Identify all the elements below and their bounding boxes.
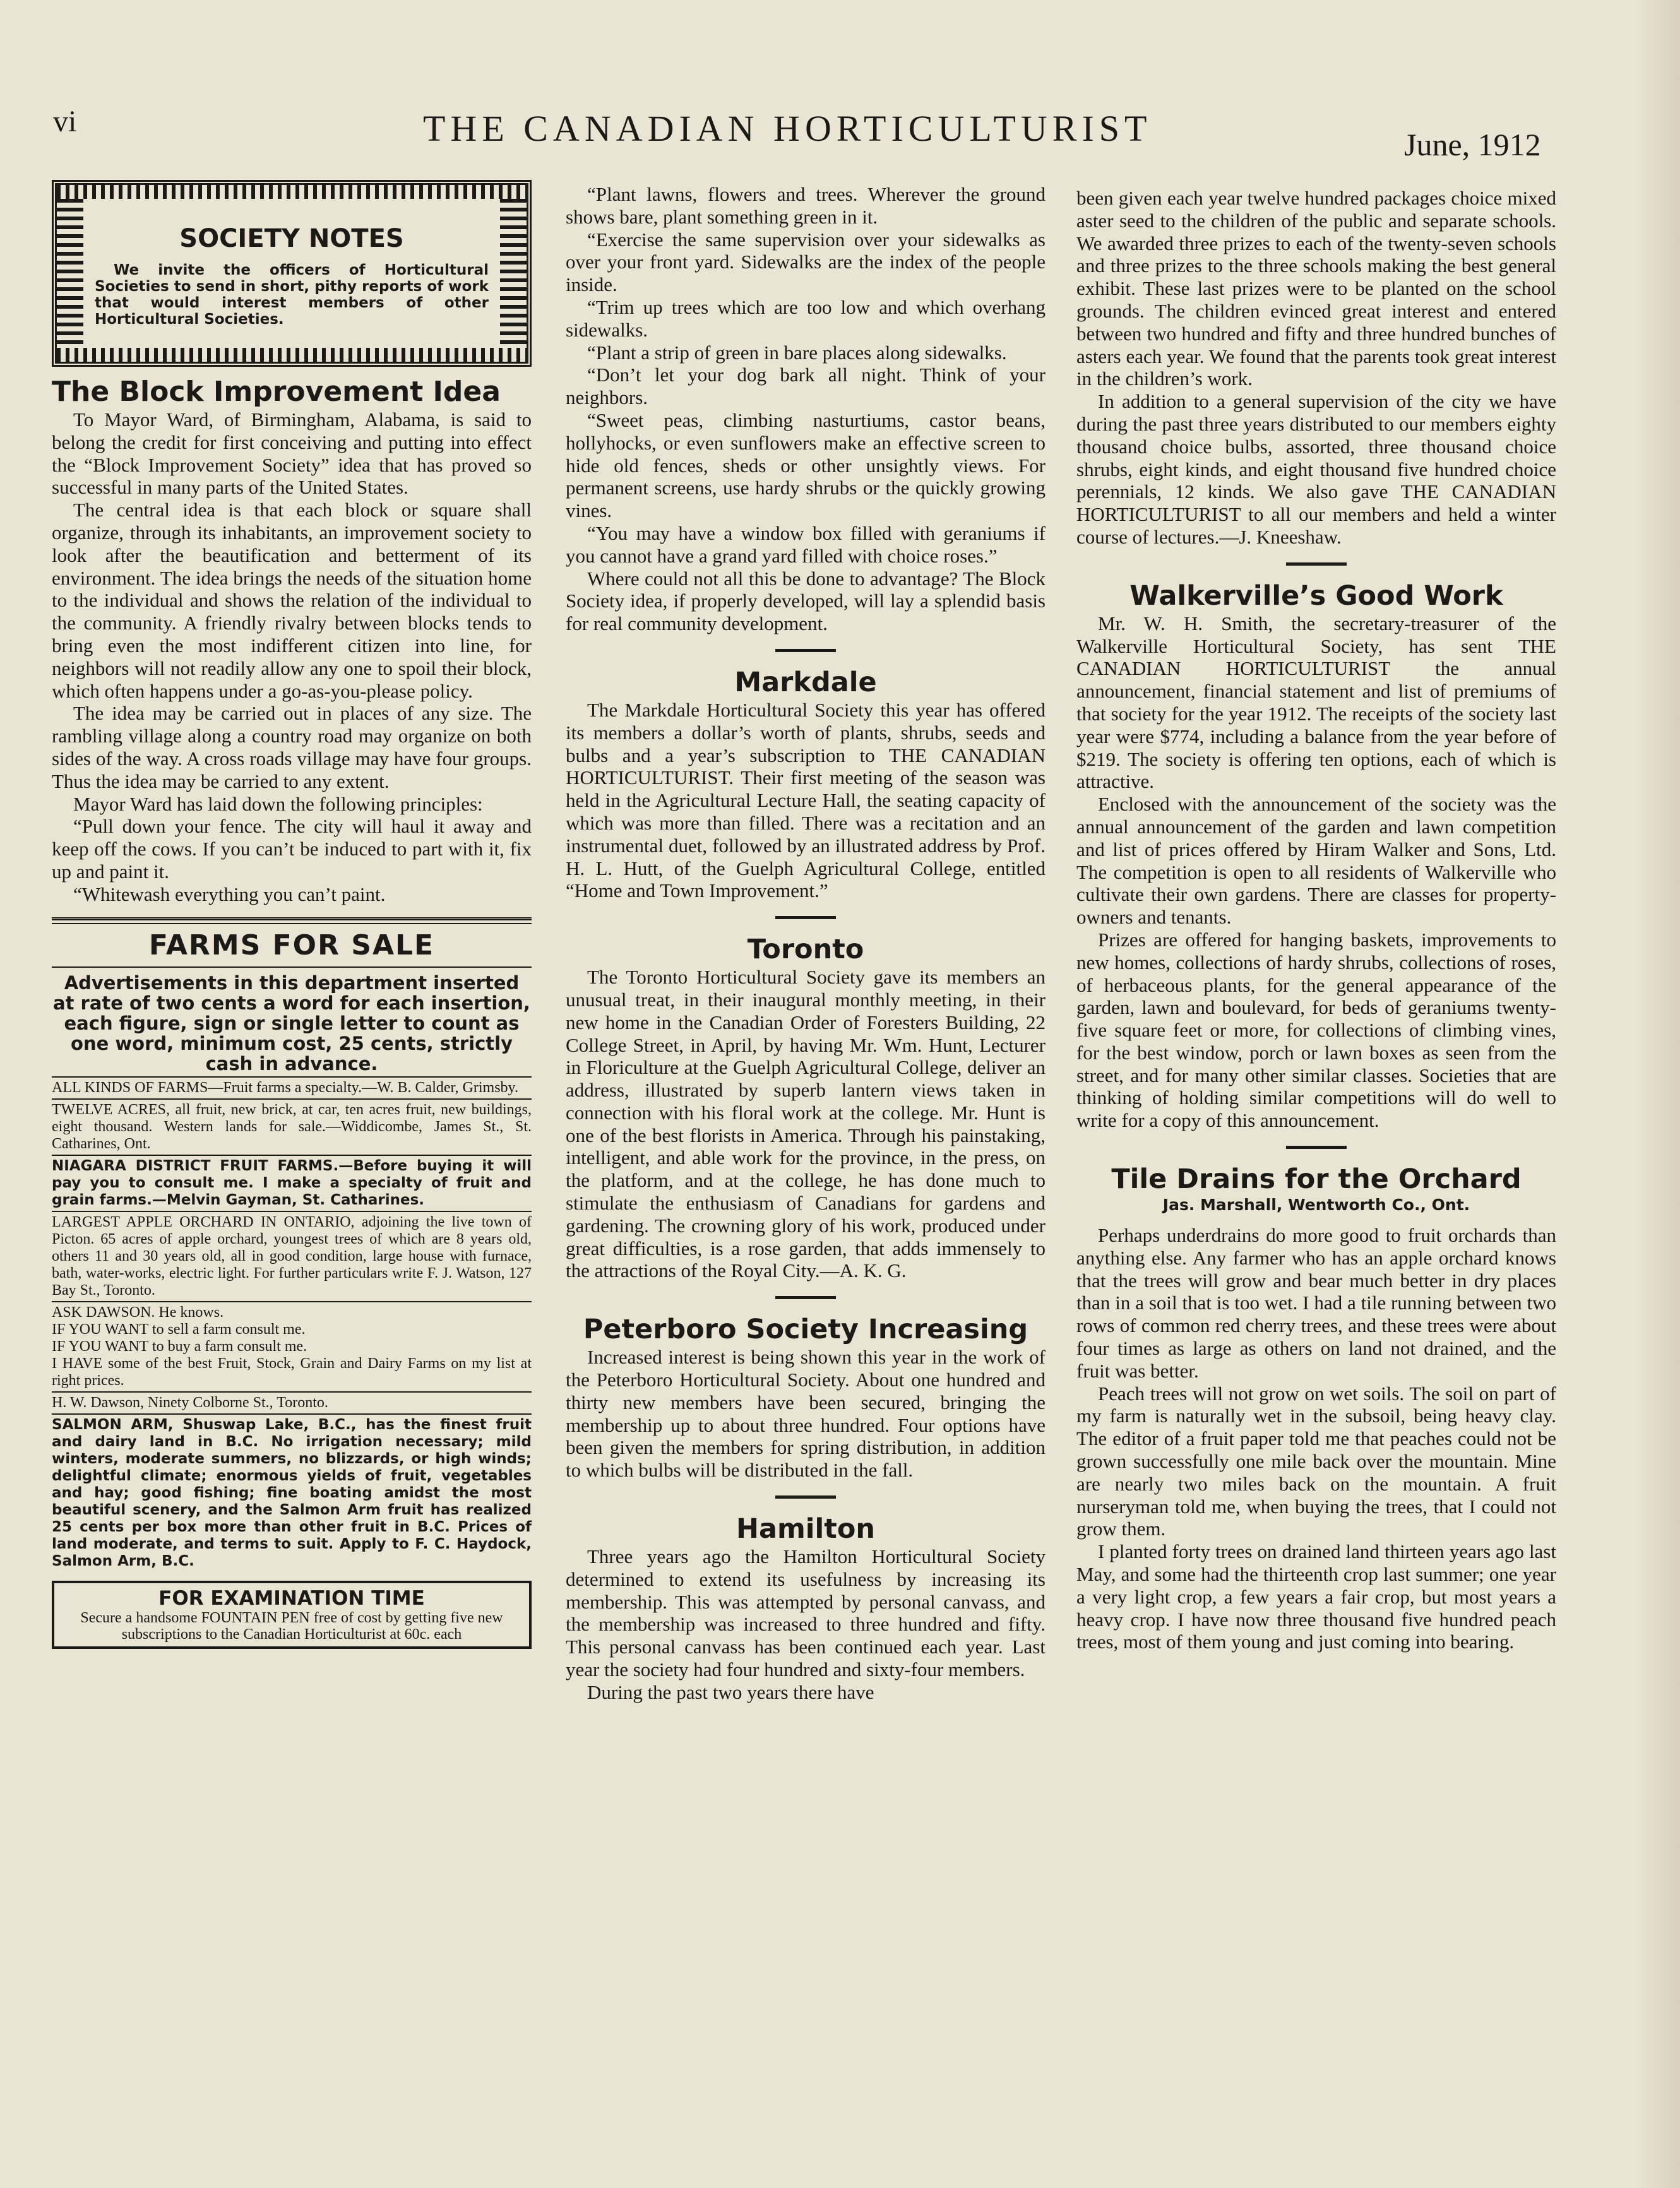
tile-drains-paragraph: I planted forty trees on drained land thirteen years ago last May, and some had the thirteenth crop last summer; one year a very light crop, a few years a fair crop, but most years a heavy crop. I have now three thousand five hundred peach trees, most of them young and just coming into bearing. [1076, 1540, 1556, 1653]
walkerville-title: Walkerville’s Good Work [1129, 580, 1503, 612]
column-2 [566, 183, 1046, 1704]
block-improvement-title: The Block Improvement Idea [52, 376, 501, 408]
society-notes-title: SOCIETY NOTES [179, 224, 404, 253]
masthead-title: THE CANADIAN HORTICULTURIST [423, 108, 1152, 149]
block-continued: “Don’t let your dog bark all night. Think of your neighbors. [566, 364, 1046, 409]
salmon-arm-ad: SALMON ARM, Shuswap Lake, B.C., has the finest fruit and dairy land in B.C. No irrigation necessary; mild winters, moderate summers, no blizzards, or high winds; delightful climate; enormous yields of fruit, vegetables and hay; good fishing; fine boating amidst the most beautiful scenery, and the Salmon Arm fruit has realized 25 cents per box more than other fruit in B.C. Prices of land moderate, and terms to suit. Apply to F. C. Haydock, Salmon Arm, B.C. [52, 1413, 532, 1572]
markdale-text: The Markdale Horticultural Society this year has offered its members a dollar’s worth of plants, shrubs, seeds and bulbs and a year’s subscription to THE CANADIAN HORTICULTURIST. Their first meeting of the season was held in the Agricultural Lecture Hall, the seating capacity of which was more than filled. There was a recitation and an instrumental duet, followed by an illustrated address by Prof. H. L. Hutt, of the Guelph Agricultural College, entitled “Home and Town Improvement.” [566, 698, 1046, 902]
society-notes-text: We invite the officers of Horticultural Societies to send in short, pithy reports of work that would interest members of other Horticultural Societies. [95, 262, 489, 328]
classified-ad: ALL KINDS OF FARMS—Fruit farms a specialty.—W. B. Calder, Grimsby. [52, 1076, 532, 1098]
column-3 [1076, 187, 1556, 1653]
section-divider [775, 1296, 836, 1299]
dawson-line: IF YOU WANT to sell a farm consult me. [52, 1321, 306, 1338]
markdale-title: Markdale [734, 666, 877, 698]
classified-ad: TWELVE ACRES, all fruit, new brick, at car, ten acres fruit, new buildings, eight thousand. Western lands for sale.—Widdicombe, James St., St. Catharines, Ont. [52, 1098, 532, 1155]
walkerville-paragraph: Prizes are offered for hanging baskets, improvements to new homes, collections of hardy shrubs, collections of roses, of herbaceous plants, for the general appearance of the garden, lawn and boulevard, for beds of geraniums twenty-five square feet or more, for collections of climbing vines, for the best window, porch or lawn boxes as seen from the street, and for many other similar classes. Societies that are thinking of holding similar competitions will do well to write for a copy of this announcement. [1076, 928, 1556, 1132]
block-paragraph: The central idea is that each block or square shall organize, through its inhabitants, an improvement society to look after the beautification and betterment of its environment. The idea brings the needs of the situation home to the individual and shows the relation of the individual to the community. A friendly rivalry between blocks tends to bring even the most indifferent citizen into line, for neighbors will not readily allow any one to spoil their block, which often happens under a go-as-you-please policy. [52, 499, 532, 702]
block-continued: “Plant lawns, flowers and trees. Wherever the ground shows bare, plant something green in it. [566, 183, 1046, 228]
block-paragraph: “Whitewash everything you can’t paint. [73, 883, 386, 905]
greek-key-border-left [57, 199, 83, 348]
block-paragraph: To Mayor Ward, of Birmingham, Alabama, is said to belong the credit for first conceiving and putting into effect the “Block Improvement Society” idea that has proved so successful in many parts of the United States. [52, 408, 532, 499]
classified-ad: LARGEST APPLE ORCHARD IN ONTARIO, adjoining the live town of Picton. 65 acres of apple orchard, youngest trees of which are 8 years old, others 11 and 30 years old, all in good condition, large house with furnace, bath, water-works, electric light. For further particulars write F. J. Watson, 127 Bay St., Toronto. [52, 1211, 532, 1301]
block-continued: “You may have a window box filled with geraniums if you cannot have a grand yard filled with choice roses.” [566, 521, 1046, 567]
greek-key-border-right [500, 199, 527, 348]
exam-box-text: Secure a handsome FOUNTAIN PEN free of cost by getting five new subscriptions to the Canadian Horticulturist at 60c. each [80, 1609, 503, 1643]
tile-drains-paragraph: Perhaps underdrains do more good to fruit orchards than anything else. Any farmer who has an apple orchard knows that the trees will grow and bear much better in dry places than in a soil that is too wet. I had a tile running between two rows of common red cherry trees, and these trees were about four times as large as others on land not drained, and the fruit was better. [1076, 1224, 1556, 1382]
section-divider [1286, 1146, 1347, 1149]
section-divider [775, 649, 836, 652]
hamilton-continued: been given each year twelve hundred packages choice mixed aster seed to the children of the public and separate schools. We awarded three prizes to each of the twenty-seven schools and three prizes to the three schools making the best general exhibit. These last prizes were to be planted on the school grounds. The children evinced great interest and entered between two hundred and fifty and three hundred bunches of asters each year. We found that the parents took great interest in the children’s work. [1076, 187, 1556, 390]
farms-intro: Advertisements in this department inserted at rate of two cents a word for each insertion, each figure, sign or single letter to count as one word, minimum cost, 25 cents, strictly cash in advance. [52, 966, 532, 1076]
peterboro-title: Peterboro Society Increasing [583, 1314, 1028, 1346]
block-continued: Where could not all this be done to advantage? The Block Society idea, if properly developed, will lay a splendid basis for real community development. [566, 567, 1046, 635]
block-paragraph: Mayor Ward has laid down the following principles: [73, 792, 483, 815]
block-continued: “Sweet peas, climbing nasturtiums, castor beans, hollyhocks, or even sunflowers make an effective screen to hide old fences, sheds or other unsightly views. For permanent screens, use hardy shrubs or the quickly growing vines. [566, 408, 1046, 522]
dawson-line: IF YOU WANT to buy a farm consult me. [52, 1338, 307, 1355]
fountain-pen-box [52, 1581, 532, 1649]
section-divider [775, 916, 836, 919]
tile-drains-byline: Jas. Marshall, Wentworth Co., Ont. [1162, 1196, 1470, 1215]
greek-key-border-bottom [57, 348, 527, 362]
dawson-line: I HAVE some of the best Fruit, Stock, Grain and Dairy Farms on my list at right prices. [52, 1355, 532, 1389]
issue-date: June, 1912 [1404, 127, 1541, 162]
tile-drains-paragraph: Peach trees will not grow on wet soils. The soil on part of my farm is naturally wet in the subsoil, being heavy clay. The editor of a fruit paper told me that peaches could not be grown successfully one mile back over the mountain. Mine are nearly two miles back on the mountain. A fruit nurseryman told me, when buying the trees, that I could not grow them. [1076, 1382, 1556, 1540]
hamilton-continued: In addition to a general supervision of the city we have during the past three years distributed to our members eighty thousand choice bulbs, assorted, three thousand choice shrubs, eight kinds, and eight thousand five hundred choice perennials, 12 kinds. We also gave THE CANADIAN HORTICULTURIST to all our members and held a winter course of lectures.—J. Kneeshaw. [1076, 390, 1556, 548]
farms-for-sale-title: FARMS FOR SALE [148, 929, 435, 961]
toronto-text: The Toronto Horticultural Society gave its members an unusual treat, in their inaugural monthly meeting, in their new home in the Canadian Order of Foresters Building, 22 College Street, in April, by having Mr. Wm. Hunt, Lecturer in Floriculture at the Guelph Agricultural College, deliver an address, illustrated by superb lantern views taken in connection with his floral work at the college. Mr. Hunt is one of the best florists in America. Through his painstaking, intelligent, and able work for the province, in the press, on the platform, and at the college, he has done much to stimulate the enthusiasm of Canadians for gardens and gardening. The crowning glory of his work, produced under great difficulties, is a rose garden, that adds immensely to the attractions of the Royal City.—A. K. G. [566, 966, 1046, 1282]
hamilton-paragraph: Three years ago the Hamilton Horticultural Society determined to extend its usefulness by increasing its membership. This was attempted by personal canvass, and the membership was increased to three hundred and fifty. This personal canvass has been continued each year. Last year the society had four hundred and sixty-four members. [566, 1545, 1046, 1681]
classified-ad: NIAGARA DISTRICT FRUIT FARMS.—Before buying it will pay you to consult me. I make a specialty of fruit and grain farms.—Melvin Gayman, St. Catharines. [52, 1155, 532, 1211]
society-notes-box [52, 180, 532, 367]
section-rule [52, 917, 532, 924]
section-divider [775, 1495, 836, 1499]
toronto-title: Toronto [747, 934, 864, 966]
exam-box-title: FOR EXAMINATION TIME [158, 1586, 425, 1610]
block-continued: “Trim up trees which are too low and which overhang sidewalks. [566, 295, 1046, 341]
section-divider [1286, 562, 1347, 566]
dawson-address: H. W. Dawson, Ninety Colborne St., Toronto. [52, 1391, 532, 1413]
page-number: vi [53, 105, 77, 138]
block-paragraph: “Pull down your fence. The city will haul it away and keep off the cows. If you can’t be induced to part with it, fix up and paint it. [52, 815, 532, 883]
page-edge-shadow [1636, 0, 1680, 2188]
column-1 [52, 180, 532, 1649]
hamilton-paragraph: During the past two years there have [587, 1680, 874, 1703]
walkerville-paragraph: Enclosed with the announcement of the society was the annual announcement of the garden and lawn competition and list of prices offered by Hiram Walker and Sons, Ltd. The competition is open to all residents of Walkerville who cultivate their own gardens. There are classes for property-owners and tenants. [1076, 793, 1556, 929]
tile-drains-title: Tile Drains for the Orchard [1111, 1163, 1522, 1196]
block-continued: “Exercise the same supervision over your sidewalks as over your front yard. Sidewalks are the index of the people inside. [566, 228, 1046, 296]
peterboro-text: Increased interest is being shown this year in the work of the Peterboro Horticultural Society. About one hundred and thirty new members have been secured, bringing the membership up to about three hundred. Four options have been given the members for spring distribution, in addition to which bulbs will be distributed in the fall. [566, 1346, 1046, 1482]
block-continued: “Plant a strip of green in bare places along sidewalks. [587, 341, 1007, 364]
dawson-ad [52, 1301, 532, 1391]
dawson-line: ASK DAWSON. He knows. [52, 1304, 224, 1321]
walkerville-paragraph: Mr. W. H. Smith, the secretary-treasurer of the Walkerville Horticultural Society, has sent THE CANADIAN HORTICULTURIST the annual announcement, financial statement and list of premiums of that society for the year 1912. The receipts of the society last year were $774, including a balance from the year before of $219. The society is offering ten options, each of which is attractive. [1076, 612, 1556, 793]
greek-key-border-top [57, 185, 527, 199]
hamilton-title: Hamilton [736, 1513, 875, 1545]
block-paragraph: The idea may be carried out in places of any size. The rambling village along a country road may organize on both sides of the way. A cross roads village may have four groups. Thus the idea may be carried to any extent. [52, 702, 532, 792]
